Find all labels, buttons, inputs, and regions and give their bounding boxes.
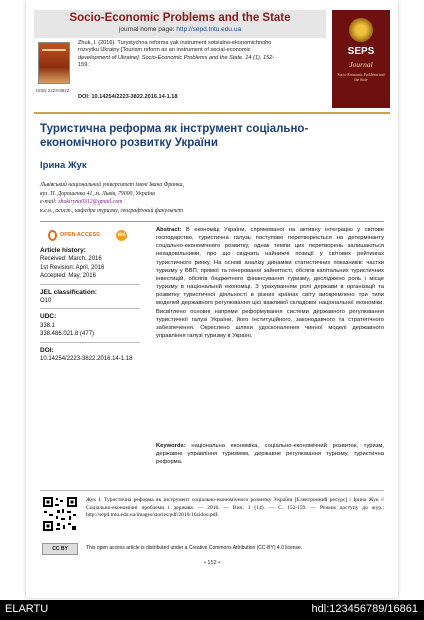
logo-name: SEPS xyxy=(347,46,375,57)
udc-label: UDC: xyxy=(40,313,57,321)
reference-text: Жук І. Туристична реформа як інструмент соціально-економічного розвитку України [Електронний ресурс] / Ірина Жук // Соціально-економічні проблеми і держава. — 2016. — Вип. 1 (14). — С. 152-159. — Режим доступу до жур.: http://sepd.tntu.edu.ua/images/stories/pdf/2016/16zidou.pdf. xyxy=(86,497,384,519)
journal-header xyxy=(34,10,326,108)
open-access-lock-icon xyxy=(48,230,57,241)
journal-title: Socio-Economic Problems and the State xyxy=(69,12,291,24)
cc-license-badge: CC BY xyxy=(42,543,78,555)
section-divider xyxy=(40,221,384,222)
footer-divider xyxy=(40,490,384,491)
article-author: Ірина Жук xyxy=(40,160,87,171)
handle-id[interactable]: hdl:123456789/16861 xyxy=(311,603,418,615)
abstract-text: В економіці України, спрямованої на активну інтеграцію у світове господарство, туристична галузь поступово перетворюється на детермінанту соціально-економічного розвитку, однак темпи цих перетворень залишаються незадовільними, про що свідчать найнижчі позиції у світових рейтингах туристичного ринку. На основі аналізу динаміки статистичних показників: частки туризму у ВВП, прямої та генерованої зайнятості, обсягів капітальних туристичних інвестицій, обсягів бюджетного фінансування туризму, досліджено роль і місце туризму в національній економіці. З урахуванням ролі держави в організації та розвитку туристичної діяльності в різних країнах світу виокремлено три типи моделей державного регулювання цієї важливої складової національної економіки. Висвітлено основні напрями реформування системи державного регулювання туристичної галузі України, його інституційного, законодавчого та стратегічного забезпечення. Окреслено шляхи удосконалення чинної моделі державного управління галузі туризму в Україні. xyxy=(156,227,384,340)
emblem-icon xyxy=(349,18,373,42)
keywords-block xyxy=(156,442,384,466)
open-access-label: OPEN ACCESS xyxy=(60,232,100,238)
logo-subtitle: Socio-Economic Problems and the State xyxy=(337,73,385,82)
page-number: • 152 • xyxy=(203,560,221,566)
keywords-label: Keywords: xyxy=(156,443,186,449)
citation-line: 159. xyxy=(78,62,89,69)
received-date: Received: March, 2016 xyxy=(40,256,102,263)
license-text: This open access article is distributed under a Creative Commons Attribution (CC-BY) 4.0 license. xyxy=(86,545,303,551)
jel-value: O10 xyxy=(40,298,52,305)
affiliation-line: вул. П. Дорошенка 41, м. Львів, 79000, Україна xyxy=(40,190,156,197)
journal-cover-image xyxy=(38,42,70,84)
revision-date: 1st Revision: April, 2016 xyxy=(40,264,105,271)
logo-journal-word: Journal xyxy=(349,60,373,69)
citation-line: development of Ukraine]. Socio-Economic Problems and the State. 14 (1), 152- xyxy=(78,54,275,61)
seps-logo xyxy=(332,10,390,108)
journal-home-page xyxy=(34,26,326,33)
affiliation-email-line: e-mail: zhukiryna0312@gmail.com xyxy=(40,199,123,205)
doi-label: DOI: xyxy=(40,346,54,354)
author-affiliation xyxy=(40,181,240,215)
doi-badge-icon[interactable]: doi xyxy=(116,230,127,241)
abstract-label: Abstract: xyxy=(156,227,182,233)
accepted-date: Accepted: May, 2016 xyxy=(40,273,96,280)
badges-row xyxy=(46,230,136,242)
viewer-status-bar xyxy=(0,600,424,620)
udc-value: 338.486.021.8 (477) xyxy=(40,331,95,338)
abstract-block xyxy=(156,226,384,340)
citation-block xyxy=(78,40,322,70)
history-label: Article history: xyxy=(40,247,86,254)
doi-value: 10.14254/2223-3822.2016.14-1.18 xyxy=(40,356,133,363)
article-title: Туристична реформа як інструмент соціально-економічного розвитку України xyxy=(40,123,309,149)
repository-name: ELARTU xyxy=(5,603,49,615)
journal-home-prefix: journal home page: xyxy=(118,26,177,33)
issn-label: ISSN 2223-3822 xyxy=(36,88,70,93)
citation-line: Zhuk, I. (2016). Turystychna reforma yak instrument sotsialno-ekonomichnoho xyxy=(78,40,272,46)
paper-page xyxy=(26,0,398,598)
affiliation-line: к.е.н., асист., кафедра туризму, географічний факультет xyxy=(40,207,183,214)
qr-code-icon xyxy=(42,496,78,532)
citation-line: rozvytku Ukrainy [Tourism reform as an instrument of social-economic xyxy=(78,47,251,54)
header-divider xyxy=(34,112,390,114)
header-doi: DOI: 10.14254/2223-3822.2016.14-1.18 xyxy=(78,94,178,100)
udc-value: 338.1 xyxy=(40,322,56,329)
journal-home-link[interactable]: http://sepd.tntu.edu.ua xyxy=(176,26,242,33)
article-info-sidebar xyxy=(40,247,140,363)
author-email-link[interactable]: zhukiryna0312@gmail.com xyxy=(58,199,123,205)
jel-label: JEL classification: xyxy=(40,288,97,296)
affiliation-line: Львівський національний університет імені Івана Франка, xyxy=(40,182,184,188)
keywords-text: національна економіка, соціально-економічний розвиток, туризм, державне управління туризмом, державне регулювання туризму, туристична реформа. xyxy=(156,443,384,466)
